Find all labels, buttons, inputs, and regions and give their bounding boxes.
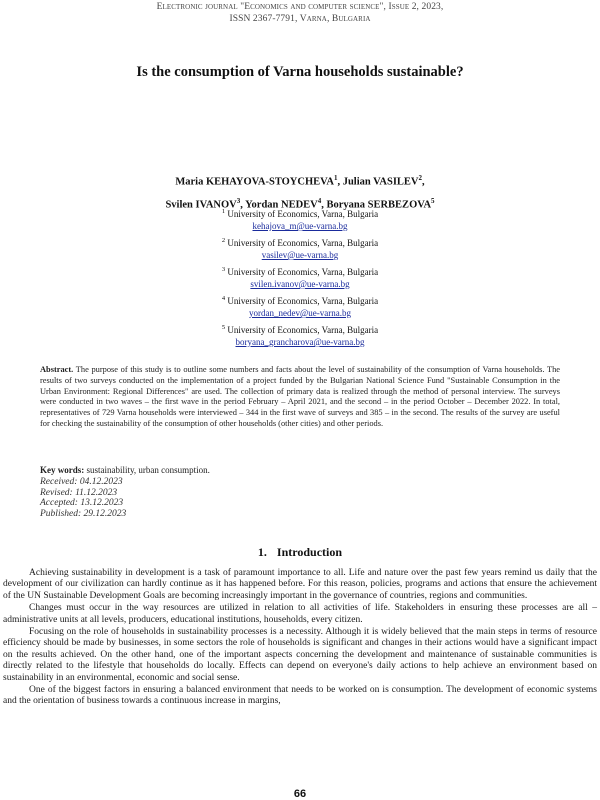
email-link[interactable]: yordan_nedev@ue-varna.bg	[249, 308, 351, 318]
affiliation-institution: University of Economics, Varna, Bulgaria	[227, 209, 379, 219]
author-sup: 3	[236, 196, 241, 205]
affiliation-item	[0, 293, 600, 322]
affiliation-sup: 2	[221, 237, 226, 244]
revised-date: Revised: 11.12.2023	[40, 487, 118, 498]
affiliation-sup: 1	[221, 208, 226, 215]
paragraph: One of the biggest factors in ensuring a balanced environment that needs to be worked on is consumption. The development of economic systems and the orientation of business towards a continuous increase in margins,	[3, 685, 597, 707]
abstract-text: The purpose of this study is to outline some numbers and facts about the level of sustainability of the consumption of Varna households. The results of two surveys conducted on the implementation of a project funded by the Bulgarian National Science Fund "Sustainable Consumption in the Urban Environment: Regional Differences" are used. The collection of primary data is realized through the method of personal interview. The surveys were conducted in two waves – the first wave in the period February – April 2021, and the second – in the period October – December 2022. In total, representatives of 729 Varna households were interviewed – 344 in the first wave of surveys and 385 – in the second. The results of the survey are useful for checking the sustainability of the consumption of other households (other cities) and other periods.	[40, 365, 560, 428]
paragraph: Focusing on the role of households in sustainability processes is a necessity. Although it is widely believed that the main steps in terms of resource efficiency should be made by businesses, in some sectors the role of households is significant and changes in their actions would have a significant impact on the results achieved. On the other hand, one of the important aspects concerning the development and maintenance of sustainable communities is directly related to the lifestyle that households do locally. Effects can depend on everyone's daily actions to help achieve an environment based on sustainability in an environmental, economic and social sense.	[3, 627, 597, 683]
affiliation-item	[0, 264, 600, 293]
paragraph: Achieving sustainability in development is a task of paramount importance to all. Life and nature over the past few years remind us daily that the development of our civilization can hardly continue as it has happened before. For this reason, policies, programs and actions that ensure the achievement of the UN Sustainable Development Goals are becoming increasingly important in the governance of countries, regions and communities.	[3, 568, 597, 601]
author-name: Maria KEHAYOVA-STOYCHEVA	[175, 176, 334, 188]
section-title: Introduction	[276, 545, 343, 559]
body-text	[3, 568, 597, 709]
published-date: Published: 29.12.2023	[40, 508, 127, 519]
author-separator: ,	[321, 199, 327, 210]
affiliation-institution: University of Economics, Varna, Bulgaria	[227, 238, 379, 248]
affiliation-institution: University of Economics, Varna, Bulgaria	[227, 267, 379, 277]
author-sup: 2	[418, 174, 422, 182]
author-name: Boryana SERBEZOVA	[326, 199, 432, 210]
journal-line: Electronic journal "Economics and computer science", Issue 2, 2023,	[156, 2, 444, 12]
affiliation-list	[0, 206, 600, 351]
author-separator: ,	[240, 199, 246, 210]
publication-dates	[40, 477, 340, 519]
running-header	[0, 1, 600, 25]
author-sup: 4	[317, 196, 322, 205]
affiliation-sup: 5	[221, 324, 226, 331]
abstract	[40, 365, 560, 430]
paragraph: Changes must occur in the way resources are utilized in relation to all activities of life. Stakeholders in ensuring these processes are all – administrative units at all levels, producers, educational institutions, households, every citizen.	[3, 603, 597, 625]
accepted-date: Accepted: 13.12.2023	[40, 498, 124, 508]
author-separator: ,	[422, 176, 425, 188]
affiliation-sup: 4	[221, 295, 226, 302]
email-link[interactable]: svilen.ivanov@ue-varna.bg	[250, 279, 350, 289]
paper-title: Is the consumption of Varna households sustainable?	[136, 64, 464, 80]
issn-line: ISSN 2367-7791, Varna, Bulgaria	[229, 14, 371, 24]
page-number: 66	[293, 788, 307, 800]
affiliation-item	[0, 206, 600, 235]
section-heading	[0, 544, 600, 560]
affiliation-institution: University of Economics, Varna, Bulgaria	[227, 325, 379, 335]
author-name: Julian VASILEV	[342, 176, 419, 188]
section-number: 1.	[257, 545, 267, 559]
keywords-text: sustainability, urban consumption.	[86, 465, 210, 475]
author-sup: 1	[333, 174, 338, 182]
author-name: Svilen IVANOV	[165, 199, 237, 210]
author-sup: 5	[431, 196, 435, 205]
email-link[interactable]: boryana_grancharova@ue-varna.bg	[235, 337, 365, 347]
affiliation-item	[0, 235, 600, 264]
affiliation-sup: 3	[221, 266, 226, 273]
affiliation-institution: University of Economics, Varna, Bulgaria	[227, 296, 379, 306]
author-separator: ,	[337, 176, 343, 188]
email-link[interactable]: kehajova_m@ue-varna.bg	[252, 221, 348, 231]
abstract-label: Abstract.	[40, 365, 74, 374]
email-link[interactable]: vasilev@ue-varna.bg	[261, 250, 339, 260]
author-line-1	[0, 169, 600, 192]
received-date: Received: 04.12.2023	[40, 477, 123, 487]
keywords-label: Key words:	[40, 465, 85, 475]
keywords	[40, 465, 560, 476]
affiliation-item	[0, 322, 600, 351]
author-name: Yordan NEDEV	[245, 199, 318, 210]
